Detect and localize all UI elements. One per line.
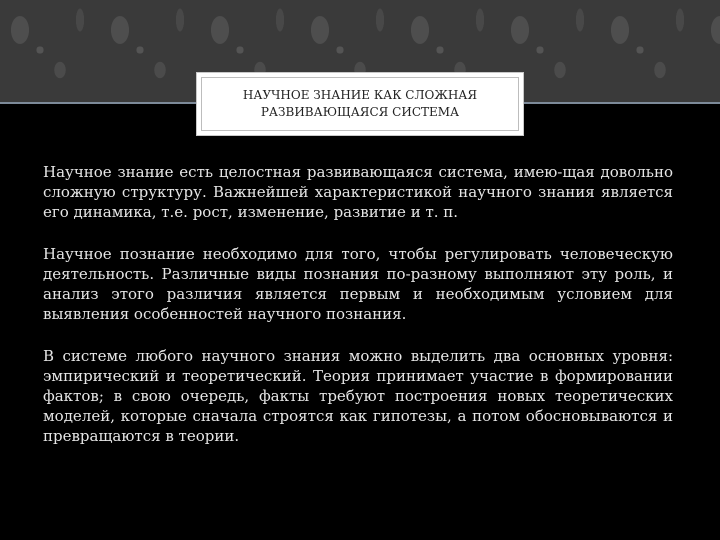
title-box bbox=[196, 72, 524, 136]
slide-title-line-2: РАЗВИВАЮЩАЯСЯ СИСТЕМА bbox=[260, 105, 460, 119]
paragraph-1: Научное знание есть целостная развивающаяся система, имею-щая довольно сложную структуру. Важнейшей характеристикой научного знания является его динамика, т.е. рост, изменение, развитие и т. п. bbox=[43, 163, 673, 221]
slide-body bbox=[43, 162, 673, 468]
slide-title bbox=[243, 87, 477, 121]
paragraph-3: В системе любого научного знания можно выделить два основных уровня: эмпирический и теоретический. Теория принимает участие в формировании фактов; в свою очередь, факты требуют построения новых теоретических моделей, которые сначала строятся как гипотезы, а потом обосновываются и превращаются в теории. bbox=[43, 347, 673, 445]
paragraph-2: Научное познание необходимо для того, чтобы регулировать человеческую деятельность. Различные виды познания по-разному выполняют эту роль, и анализ этого различия является первым и необходимым условием для выявления особенностей научного познания. bbox=[43, 245, 673, 323]
slide-title-line-1: НАУЧНОЕ ЗНАНИЕ КАК СЛОЖНАЯ bbox=[242, 88, 478, 102]
